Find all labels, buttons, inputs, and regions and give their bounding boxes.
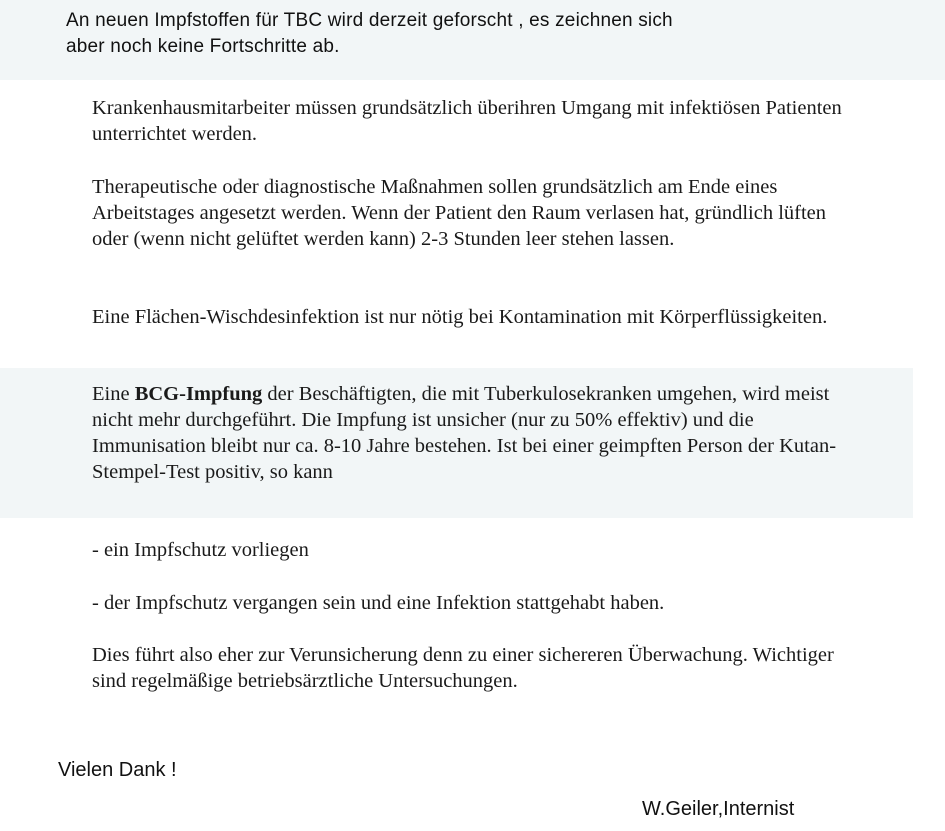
paragraph-staff-training: Krankenhausmitarbeiter müssen grundsätzlich überihren Umgang mit infektiösen Patienten unterrichtet werden.	[92, 97, 842, 145]
header-line-1: An neuen Impfstoffen für TBC wird derzeit geforscht , es zeichnen sich	[66, 10, 673, 31]
thanks-text: Vielen Dank !	[58, 759, 177, 781]
author-text: W.Geiler,Internist	[642, 798, 795, 820]
list-item-protection: - ein Impfschutz vorliegen	[92, 539, 309, 561]
bcg-rest: der Beschäftigten, die mit Tuberkulosekranken umgehen, wird meist nicht mehr durchgeführt. Die Impfung ist unsicher (nur zu 50% effektiv) und die Immunisation bleibt nur ca. 8-10 Jahre bestehen. Ist bei einer geimpften Person der Kutan-Stempel-Test positiv, so kann	[92, 383, 837, 483]
bcg-prefix: Eine	[92, 383, 135, 405]
paragraph-disinfection: Eine Flächen-Wischdesinfektion ist nur nötig bei Kontamination mit Körperflüssigkeiten.	[92, 306, 828, 328]
paragraph-bcg-vaccination	[92, 381, 852, 485]
paragraph-measures: Therapeutische oder diagnostische Maßnahmen sollen grundsätzlich am Ende eines Arbeitstages angesetzt werden. Wenn der Patient den Raum verlasen hat, gründlich lüften oder (wenn nicht gelüftet werden kann) 2-3 Stunden leer stehen lassen.	[92, 176, 827, 250]
paragraph-conclusion: Dies führt also eher zur Verunsicherung denn zu einer sichereren Überwachung. Wichtiger sind regelmäßige betriebsärztliche Untersuchungen.	[92, 644, 834, 692]
bcg-term: BCG-Impfung	[134, 383, 263, 405]
header-line-2: aber noch keine Fortschritte ab.	[66, 36, 340, 57]
list-item-infection: - der Impfschutz vergangen sein und eine Infektion stattgehabt haben.	[92, 592, 665, 614]
header-text	[66, 8, 926, 60]
